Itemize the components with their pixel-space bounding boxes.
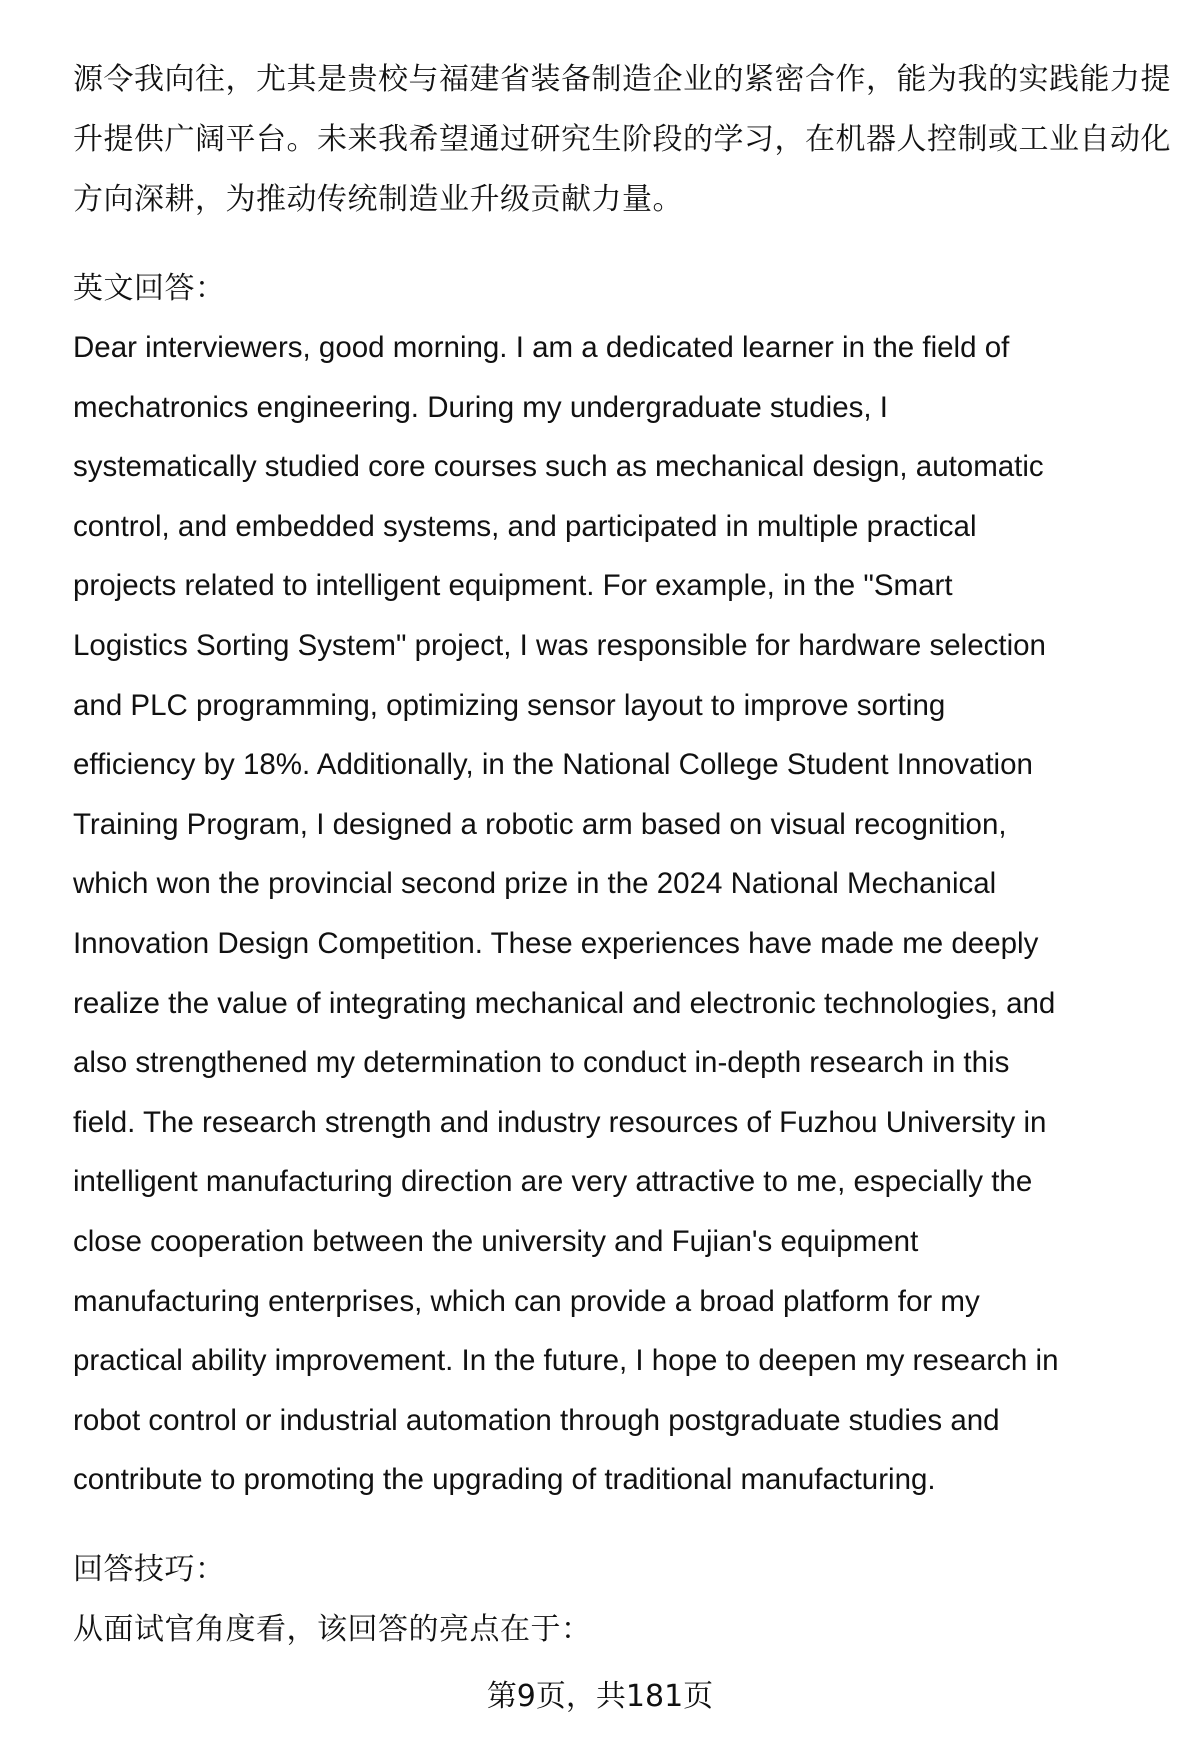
cn-paragraph-line: 源令我向往，尤其是贵校与福建省装备制造企业的紧密合作，能为我的实践能力提 [73, 62, 1171, 97]
english-answer-line: mechatronics engineering. During my undergraduate studies, I [73, 390, 888, 424]
cn-paragraph-line: 方向深耕，为推动传统制造业升级贡献力量。 [73, 182, 683, 217]
english-answer-line: close cooperation between the university and Fujian's equipment [73, 1225, 919, 1258]
english-answer-line: Logistics Sorting System" project, I was responsible for hardware selection [73, 629, 1046, 662]
english-answer-line: which won the provincial second prize in the 2024 National Mechanical [73, 867, 997, 901]
cn-paragraph-line: 升提供广阔平台。未来我希望通过研究生阶段的学习，在机器人控制或工业自动化 [73, 122, 1171, 157]
english-answer-line: field. The research strength and industry resources of Fuzhou University in [73, 1105, 1047, 1139]
page-number-footer: 第9页，共181页 [486, 1679, 714, 1714]
english-answer-line: systematically studied core courses such as mechanical design, automatic [73, 450, 1044, 484]
english-answer-line: Training Program, I designed a robotic arm based on visual recognition, [73, 807, 1007, 841]
tips-heading: 回答技巧： [73, 1552, 226, 1587]
english-answer-line: Dear interviewers, good morning. I am a dedicated learner in the field of [73, 331, 1010, 364]
english-answer-line: intelligent manufacturing direction are very attractive to me, especially the [73, 1165, 1033, 1199]
english-answer-line: and PLC programming, optimizing sensor layout to improve sorting [73, 688, 946, 722]
english-answer-line: robot control or industrial automation through postgraduate studies and [73, 1403, 1000, 1437]
english-answer-line: contribute to promoting the upgrading of traditional manufacturing. [73, 1463, 936, 1497]
english-answer-line: also strengthened my determination to conduct in-depth research in this [73, 1046, 1010, 1080]
english-answer-line: manufacturing enterprises, which can provide a broad platform for my [73, 1284, 980, 1318]
english-answer-line: control, and embedded systems, and participated in multiple practical [73, 509, 977, 543]
english-answer-line: realize the value of integrating mechanical and electronic technologies, and [73, 986, 1056, 1020]
english-answer-line: projects related to intelligent equipment. For example, in the "Smart [73, 569, 953, 603]
english-answer-heading: 英文回答： [73, 271, 226, 306]
english-answer-line: practical ability improvement. In the future, I hope to deepen my research in [73, 1344, 1059, 1378]
english-answer-line: efficiency by 18%. Additionally, in the National College Student Innovation [73, 748, 1033, 782]
english-answer-line: Innovation Design Competition. These experiences have made me deeply [73, 927, 1039, 960]
tips-intro: 从面试官角度看，该回答的亮点在于： [73, 1612, 592, 1647]
